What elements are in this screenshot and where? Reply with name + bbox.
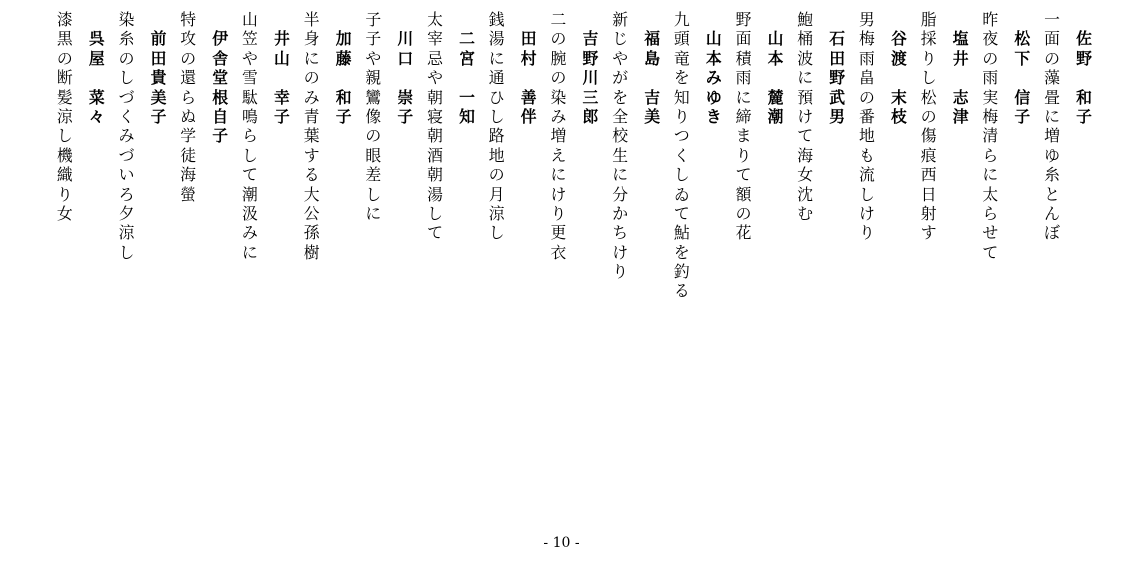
haiku-text: 昨 夜 の 雨 実 梅 清 ら に 太 ら せ て	[982, 10, 999, 262]
haiku-text: 一 面 の 藻 畳 に 増 ゆ 糸 と ん ぼ	[1044, 10, 1060, 243]
author-name: 福 島 吉 美	[644, 29, 660, 126]
haiku-text: 半 身 に の み 青 葉 す る 大 公 孫 樹	[303, 10, 320, 262]
haiku-text: 野 面 積 雨 に 締 ま り て 額 の 花	[735, 10, 752, 243]
author-name: 川 口 崇 子	[397, 29, 414, 126]
haiku-collection	[34, 10, 1096, 520]
haiku-text: 男 梅 雨 畠 の 番 地 も 流 し け り	[858, 10, 875, 243]
author-name: 谷 渡 末 枝	[890, 29, 907, 126]
haiku-text: 銭 湯 に 通 ひ し 路 地 の 月 涼 し	[488, 10, 505, 243]
author-name: 吉 野 川 三 郎	[582, 29, 599, 126]
author-name: 塩 井 志 津	[952, 29, 969, 126]
haiku-text: 新 じ や が を 全 校 生 に 分 か ち け り	[612, 10, 628, 282]
author-name: 加 藤 和 子	[335, 29, 352, 126]
author-name: 佐 野 和 子	[1076, 29, 1092, 126]
author-name: 山 本 麓 潮	[767, 29, 784, 126]
author-name: 呉 屋 菜 々	[88, 29, 105, 126]
haiku-text: 鮑 桶 波 に 預 け て 海 女 沈 む	[797, 10, 814, 223]
author-name: 松 下 信 子	[1014, 29, 1031, 126]
haiku-text: 子 子 や 親 鸞 像 の 眼 差 し に	[365, 10, 382, 223]
haiku-text: 山 笠 や 雪 駄 鳴 ら し て 潮 汲 み に	[241, 10, 258, 262]
author-name: 石 田 野 武 男	[829, 29, 846, 126]
author-name: 二 宮 一 知	[459, 29, 475, 126]
page-number: - 10 -	[543, 535, 580, 551]
haiku-text: 脂 採 り し 松 の 傷 痕 西 日 射 す	[920, 10, 937, 243]
haiku-text: 太 宰 忌 や 朝 寝 朝 酒 朝 湯 し て	[427, 10, 443, 243]
author-name: 井 山 幸 子	[273, 29, 290, 126]
author-name: 前 田 貴 美 子	[150, 29, 167, 126]
author-name: 田 村 善 伴	[520, 29, 537, 126]
author-name: 伊 舎 堂 根 自 子	[212, 29, 229, 146]
haiku-text: 染 糸 の し づ く み づ い ろ 夕 涼 し	[118, 10, 135, 262]
haiku-text: 二 の 腕 の 染 み 増 え に け り 更 衣	[550, 10, 567, 262]
haiku-text: 九 頭 竜 を 知 り つ く し ゐ て 鮎 を 釣 る	[673, 10, 690, 301]
author-name: 山 本 み ゆ き	[705, 29, 722, 126]
haiku-text: 特 攻 の 還 ら ぬ 学 徒 海 螢	[180, 10, 197, 204]
haiku-text: 漆 黒 の 断 髪 涼 し 機 織 り 女	[56, 10, 73, 223]
